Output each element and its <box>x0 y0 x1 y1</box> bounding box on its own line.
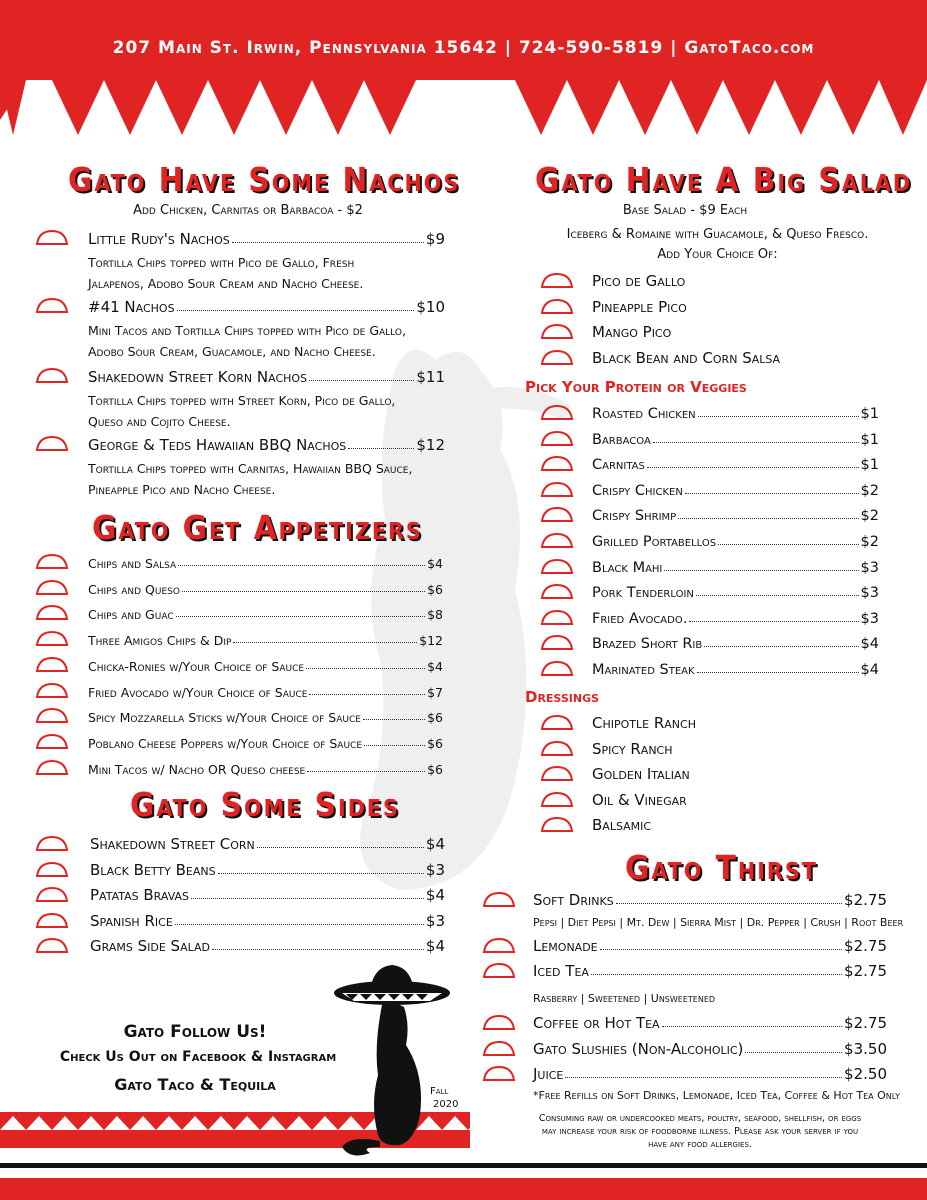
menu-item <box>88 551 443 571</box>
contact-info: 207 Main St. Irwin, Pennsylvania 15642 | 724-590-5819 | GatoTaco.com <box>112 38 815 58</box>
item-name: #41 Nachos <box>88 298 175 316</box>
taco-icon <box>540 661 574 677</box>
salad-choice: Add Your Choice Of: <box>657 247 778 262</box>
border-triangle <box>52 80 104 135</box>
item-name: Carnitas <box>592 457 645 474</box>
menu-item <box>88 602 443 622</box>
menu-item <box>88 757 443 777</box>
item-price: $1 <box>860 457 879 474</box>
item-description: Pineapple Pico and Nacho Cheese. <box>88 482 276 497</box>
item-name: Spicy Ranch <box>592 739 673 758</box>
taco-icon <box>35 760 69 776</box>
item-name: Pico de Gallo <box>592 272 686 290</box>
item-price: $6 <box>427 581 443 597</box>
item-name: Marinated Steak <box>592 662 695 678</box>
taco-icon <box>35 862 69 878</box>
item-name: Three Amigos Chips & Dip <box>88 633 232 649</box>
taco-icon <box>35 913 69 929</box>
border-triangle <box>156 80 208 135</box>
taco-icon <box>540 766 574 782</box>
item-name: Mango Pico <box>592 323 672 341</box>
taco-icon <box>35 368 69 384</box>
taco-icon <box>35 298 69 314</box>
item-price: $3 <box>860 585 879 602</box>
taco-icon <box>540 741 574 757</box>
taco-icon <box>540 533 574 549</box>
menu-item <box>88 680 443 700</box>
item-price: $2 <box>860 482 879 499</box>
item-name: Fried Avocado. <box>592 610 688 627</box>
item-price: $2.75 <box>844 962 887 980</box>
item-price: $2.75 <box>844 891 887 909</box>
taco-icon <box>540 350 574 366</box>
item-name: Barbacoa <box>592 431 651 448</box>
taco-icon <box>540 299 574 315</box>
menu-item <box>592 504 879 524</box>
item-name: Crispy Shrimp <box>592 508 677 525</box>
item-description: Tortilla Chips topped with Pico de Gallo, Fresh <box>88 255 355 270</box>
sides-title: Gato Some Sides <box>130 785 400 824</box>
item-description: Jalapenos, Adobo Sour Cream and Nacho Cheese. <box>88 276 364 291</box>
menu-item <box>88 228 445 248</box>
border-triangle <box>312 80 364 135</box>
taco-icon <box>482 1015 516 1031</box>
item-price: $4 <box>860 636 879 653</box>
border-triangle <box>104 80 156 135</box>
menu-item <box>592 296 882 316</box>
item-name: Gato Slushies (Non-Alcoholic) <box>533 1040 744 1058</box>
border-triangle <box>515 80 567 135</box>
taco-icon <box>482 1041 516 1057</box>
item-name: Shakedown Street Corn <box>90 835 255 853</box>
item-name: Coffee or Hot Tea <box>533 1014 660 1032</box>
menu-item <box>592 763 882 783</box>
taco-icon <box>35 836 69 852</box>
menu-item <box>592 789 882 809</box>
item-price: $7 <box>427 684 443 700</box>
taco-icon <box>35 708 69 724</box>
tea-options: Rasberry | Sweetened | Unsweetened <box>533 992 716 1005</box>
item-name: Mini Tacos w/ Nacho OR Queso cheese <box>88 761 306 777</box>
taco-icon <box>482 963 516 979</box>
border-triangle <box>879 80 927 135</box>
menu-item <box>592 479 879 499</box>
menu-item <box>592 530 879 550</box>
item-price: $3 <box>425 911 445 930</box>
item-price: $6 <box>427 761 443 777</box>
menu-item <box>533 1038 887 1058</box>
season-year: 2020 <box>433 1099 459 1110</box>
taco-icon <box>540 792 574 808</box>
appetizers-title: Gato Get Appetizers <box>92 508 423 547</box>
menu-item <box>88 366 445 386</box>
menu-item <box>592 402 879 422</box>
taco-icon <box>482 1066 516 1082</box>
border-triangle <box>619 80 671 135</box>
menu-item <box>90 910 445 930</box>
border-triangle <box>775 80 827 135</box>
border-triangle <box>260 80 312 135</box>
taco-icon <box>35 938 69 954</box>
item-description: Tortilla Chips topped with Street Korn, Pico de Gallo, <box>88 393 396 408</box>
allergy-disclaimer <box>485 1112 915 1151</box>
taco-icon <box>540 324 574 340</box>
item-name: Chips and Salsa <box>88 556 177 571</box>
item-price: $12 <box>416 436 445 454</box>
border-triangle <box>364 80 416 135</box>
taco-icon <box>482 892 516 908</box>
footer-black-line <box>0 1163 927 1168</box>
taco-icon <box>540 715 574 731</box>
menu-item <box>592 658 879 678</box>
taco-icon <box>540 431 574 447</box>
item-name: Chipotle Ranch <box>592 714 696 732</box>
taco-icon <box>540 584 574 600</box>
refill-note: *Free Refills on Soft Drinks, Lemonade, Iced Tea, Coffee & Hot Tea Only <box>533 1089 901 1102</box>
border-triangle <box>567 80 619 135</box>
menu-item <box>592 556 879 576</box>
taco-icon <box>482 938 516 954</box>
menu-item <box>533 1063 887 1083</box>
item-name: Chips and Guac <box>88 607 174 623</box>
item-name: Pineapple Pico <box>592 297 687 316</box>
menu-item <box>592 270 882 290</box>
taco-icon <box>35 734 69 750</box>
item-description: Tortilla Chips topped with Carnitas, Hawaiian BBQ Sauce, <box>88 461 413 476</box>
taco-icon <box>540 610 574 626</box>
taco-icon <box>35 436 69 452</box>
item-name: Grams Side Salad <box>90 937 210 955</box>
season-label: Fall <box>430 1086 449 1097</box>
thirst-title: Gato Thirst <box>625 848 818 887</box>
item-name: Chicka-Ronies w/Your Choice of Sauce <box>88 658 305 674</box>
disclaimer-line-1: Consuming raw or undercooked meats, poultry, seafood, shellfish, or eggs <box>538 1113 862 1124</box>
item-price: $8 <box>427 607 443 623</box>
menu-item <box>533 889 887 909</box>
item-price: $1 <box>860 431 879 448</box>
item-name: Shakedown Street Korn Nachos <box>88 368 308 386</box>
item-name: Fried Avocado w/Your Choice of Sauce <box>88 684 308 700</box>
item-name: Balsamic <box>592 816 652 835</box>
taco-icon <box>35 230 69 246</box>
dressings-heading: Dressings <box>525 688 600 706</box>
menu-item <box>592 607 879 627</box>
triangle-border <box>0 80 927 140</box>
item-name: Poblano Cheese Poppers w/Your Choice of Sauce <box>88 735 363 751</box>
item-name: Lemonade <box>533 937 598 955</box>
item-name: Black Bean and Corn Salsa <box>592 348 781 367</box>
border-triangle <box>723 80 775 135</box>
item-price: $4 <box>425 886 445 904</box>
item-name: Chips and Queso <box>88 581 180 597</box>
menu-item <box>533 960 887 980</box>
menu-item <box>88 296 445 316</box>
item-price: $3 <box>425 860 445 879</box>
item-price: $1 <box>860 406 879 422</box>
menu-item <box>90 833 445 853</box>
menu-item <box>592 738 882 758</box>
menu-item <box>88 628 443 648</box>
protein-heading: Pick Your Protein or Veggies <box>525 378 747 396</box>
item-name: Spanish Rice <box>90 911 173 930</box>
taco-icon <box>540 507 574 523</box>
item-price: $11 <box>416 368 445 386</box>
item-name: George & Teds Hawaiian BBQ Nachos <box>88 436 347 454</box>
item-price: $9 <box>425 230 445 248</box>
item-price: $6 <box>427 710 443 726</box>
item-name: Roasted Chicken <box>592 406 696 422</box>
taco-icon <box>35 631 69 647</box>
item-name: Iced Tea <box>533 962 589 980</box>
item-price: $4 <box>860 662 879 678</box>
item-price: $4 <box>425 835 445 853</box>
item-name: Crispy Chicken <box>592 482 683 499</box>
item-description: Queso and Cojito Cheese. <box>88 414 231 429</box>
salad-desc: Iceberg & Romaine with Guacamole, & Queso Fresco. <box>566 227 869 242</box>
taco-icon <box>540 559 574 575</box>
menu-item <box>592 453 879 473</box>
menu-item <box>592 347 882 367</box>
item-name: Black Betty Beans <box>90 860 216 879</box>
item-price: $2.75 <box>844 1014 887 1032</box>
taco-icon <box>540 273 574 289</box>
item-name: Oil & Vinegar <box>592 790 687 809</box>
item-description: Adobo Sour Cream, Guacamole, and Nacho Cheese. <box>88 344 376 359</box>
menu-item <box>88 577 443 597</box>
item-name: Spicy Mozzarella Sticks w/Your Choice of Sauce <box>88 710 361 726</box>
disclaimer-line-2: may increase your risk of foodborne illness. Please ask your server if you <box>541 1126 859 1137</box>
item-price: $3 <box>860 559 879 576</box>
item-name: Patatas Bravas <box>90 886 190 904</box>
menu-item <box>88 654 443 674</box>
menu-item <box>592 814 882 834</box>
follow-title: Gato Follow Us! <box>123 1022 267 1042</box>
item-price: $3 <box>860 610 879 627</box>
menu-item <box>592 428 879 448</box>
menu-item <box>90 935 445 955</box>
item-price: $2.50 <box>844 1065 887 1083</box>
item-price: $4 <box>427 658 443 674</box>
item-price: $3.50 <box>844 1040 887 1058</box>
item-name: Grilled Portabellos <box>592 534 717 550</box>
border-triangle <box>671 80 723 135</box>
taco-icon <box>35 580 69 596</box>
taco-icon <box>35 605 69 621</box>
menu-item <box>592 632 879 652</box>
menu-item <box>592 321 882 341</box>
taco-icon <box>540 482 574 498</box>
menu-item <box>592 712 882 732</box>
taco-icon <box>540 456 574 472</box>
nachos-subtitle: Add Chicken, Carnitas or Barbacoa - $2 <box>133 203 363 218</box>
item-name: Golden Italian <box>592 765 690 784</box>
menu-item <box>592 581 879 601</box>
item-name: Little Rudy's Nachos <box>88 230 230 248</box>
menu-item <box>533 935 887 955</box>
taco-icon <box>35 554 69 570</box>
menu-item <box>88 731 443 751</box>
item-price: $4 <box>425 937 445 955</box>
item-description: Mini Tacos and Tortilla Chips topped with Pico de Gallo, <box>88 323 406 338</box>
item-price: $10 <box>416 298 445 316</box>
item-price: $2.75 <box>844 937 887 955</box>
menu-item <box>88 434 445 454</box>
follow-name: Gato Taco & Tequila <box>114 1075 276 1094</box>
item-name: Juice <box>533 1065 564 1083</box>
cat-sombrero-logo <box>330 965 470 1165</box>
border-triangle <box>208 80 260 135</box>
taco-icon <box>540 405 574 421</box>
item-name: Soft Drinks <box>533 891 614 909</box>
item-name: Black Mahi <box>592 559 663 576</box>
menu-item <box>88 705 443 725</box>
salad-base: Base Salad - $9 Each <box>622 203 748 218</box>
item-name: Pork Tenderloin <box>592 585 694 602</box>
item-price: $2 <box>860 508 879 525</box>
taco-icon <box>35 887 69 903</box>
footer-bar <box>0 1178 927 1200</box>
salad-title: Gato Have A Big Salad <box>535 160 913 199</box>
taco-icon <box>540 817 574 833</box>
taco-icon <box>540 635 574 651</box>
soft-drink-options: Pepsi | Diet Pepsi | Mt. Dew | Sierra Mist | Dr. Pepper | Crush | Root Beer <box>533 916 904 929</box>
nachos-title: Gato Have Some Nachos <box>68 160 461 199</box>
disclaimer-line-3: have any food allergies. <box>648 1139 752 1150</box>
item-price: $4 <box>427 556 443 571</box>
taco-icon <box>35 683 69 699</box>
item-name: Brazed Short Rib <box>592 636 703 653</box>
border-triangle <box>827 80 879 135</box>
item-price: $12 <box>419 633 443 649</box>
follow-social: Check Us Out on Facebook & Instagram <box>59 1049 337 1065</box>
menu-item <box>90 884 445 904</box>
item-price: $6 <box>427 735 443 751</box>
menu-item <box>90 859 445 879</box>
taco-icon <box>35 657 69 673</box>
item-price: $2 <box>860 534 879 550</box>
menu-item <box>533 1012 887 1032</box>
